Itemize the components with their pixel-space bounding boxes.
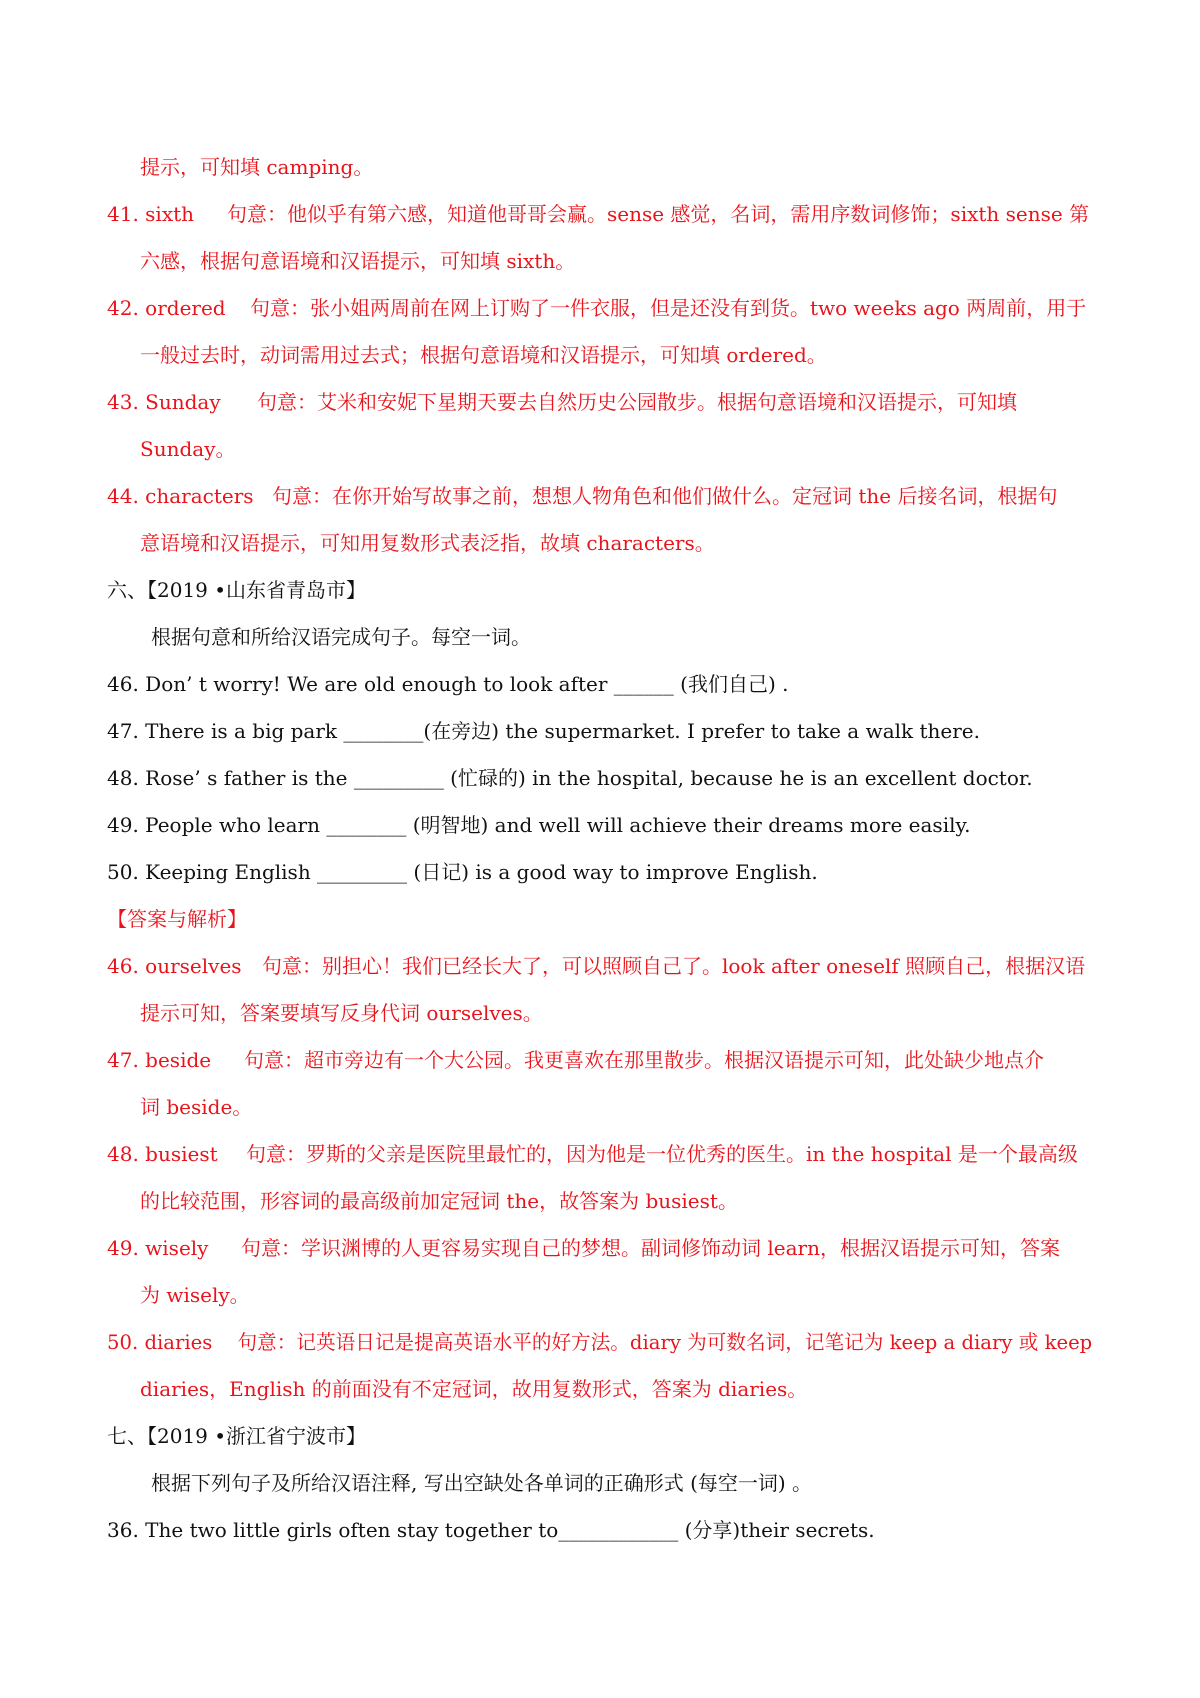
question-48: 48. Rose’ s father is the _________ (忙碌的) in the hospital, because he is an excellent doctor. [107, 766, 1033, 790]
question-36: 36. The two little girls often stay together to____________ (分享)their secrets. [107, 1518, 875, 1542]
answer-explanation: 句意：超市旁边有一个大公园。我更喜欢在那里散步。根据汉语提示可知，此处缺少地点介 [244, 1048, 1044, 1072]
answer-50 [107, 1327, 1179, 1357]
answer-number: 47. beside [107, 1048, 212, 1072]
answer-number: 41. sixth [107, 202, 195, 226]
answer-number: 50. diaries [107, 1330, 213, 1354]
answer-number: 42. ordered [107, 296, 226, 320]
answer-44 [107, 481, 1200, 511]
section-instruction: 根据句意和所给汉语完成句子。每空一词。 [151, 625, 531, 649]
answer-continuation: 六感，根据句意语境和汉语提示，可知填 sixth。 [140, 249, 576, 273]
section-heading-7: 七、【2019 •浙江省宁波市】 [107, 1424, 367, 1448]
answer-continuation: 的比较范围，形容词的最高级前加定冠词 the，故答案为 busiest。 [140, 1189, 738, 1213]
answer-47 [107, 1045, 1200, 1075]
answer-41 [107, 199, 1200, 229]
answer-43 [107, 387, 1200, 417]
section-instruction: 根据下列句子及所给汉语注释, 写出空缺处各单词的正确形式 (每空一词) 。 [151, 1471, 813, 1495]
answer-42 [107, 293, 1200, 323]
answer-number: 49. wisely [107, 1236, 209, 1260]
answer-continuation: 词 beside。 [140, 1095, 253, 1119]
answer-continuation: 提示，可知填 camping。 [140, 155, 374, 179]
question-46: 46. Don’ t worry! We are old enough to look after ______ (我们自己) . [107, 672, 789, 696]
question-50: 50. Keeping English _________ (日记) is a good way to improve English. [107, 860, 818, 884]
answer-continuation: 一般过去时，动词需用过去式；根据句意语境和汉语提示，可知填 ordered。 [140, 343, 827, 367]
answer-explanation: 句意：记英语日记是提高英语水平的好方法。diary 为可数名词，记笔记为 keep a diary 或 keep [237, 1330, 1093, 1354]
answer-number: 46. ourselves [107, 954, 242, 978]
answer-explanation: 句意：罗斯的父亲是医院里最忙的，因为他是一位优秀的医生。in the hospital 是一个最高级 [246, 1142, 1078, 1166]
answer-continuation: 意语境和汉语提示，可知用复数形式表泛指，故填 characters。 [140, 531, 715, 555]
answer-continuation: diaries，English 的前面没有不定冠词，故用复数形式，答案为 diaries。 [140, 1377, 808, 1401]
answer-heading: 【答案与解析】 [107, 907, 247, 931]
answer-number: 48. busiest [107, 1142, 218, 1166]
answer-explanation: 句意：学识渊博的人更容易实现自己的梦想。副词修饰动词 learn，根据汉语提示可知，答案 [241, 1236, 1060, 1260]
answer-explanation: 句意：别担心！我们已经长大了，可以照顾自己了。look after oneself 照顾自己，根据汉语 [262, 954, 1086, 978]
section-heading-6: 六、【2019 •山东省青岛市】 [107, 578, 367, 602]
answer-number: 44. characters [107, 484, 254, 508]
answer-number: 43. Sunday [107, 390, 221, 414]
answer-explanation: 句意：在你开始写故事之前，想想人物角色和他们做什么。定冠词 the 后接名词，根据句 [272, 484, 1058, 508]
answer-49 [107, 1233, 1200, 1263]
answer-explanation: 句意：他似乎有第六感，知道他哥哥会赢。sense 感觉，名词，需用序数词修饰；sixth sense 第 [227, 202, 1090, 226]
answer-continuation: Sunday。 [140, 437, 236, 461]
answer-continuation: 为 wisely。 [140, 1283, 250, 1307]
answer-explanation: 句意：张小姐两周前在网上订购了一件衣服，但是还没有到货。two weeks ago 两周前，用于 [250, 296, 1087, 320]
answer-48 [107, 1139, 1200, 1169]
answer-explanation: 句意：艾米和安妮下星期天要去自然历史公园散步。根据句意语境和汉语提示，可知填 [257, 390, 1017, 414]
question-49: 49. People who learn ________ (明智地) and well will achieve their dreams more easily. [107, 813, 971, 837]
question-47: 47. There is a big park ________(在旁边) the supermarket. I prefer to take a walk there. [107, 719, 980, 743]
answer-continuation: 提示可知，答案要填写反身代词 ourselves。 [140, 1001, 543, 1025]
answer-46 [107, 951, 1200, 981]
